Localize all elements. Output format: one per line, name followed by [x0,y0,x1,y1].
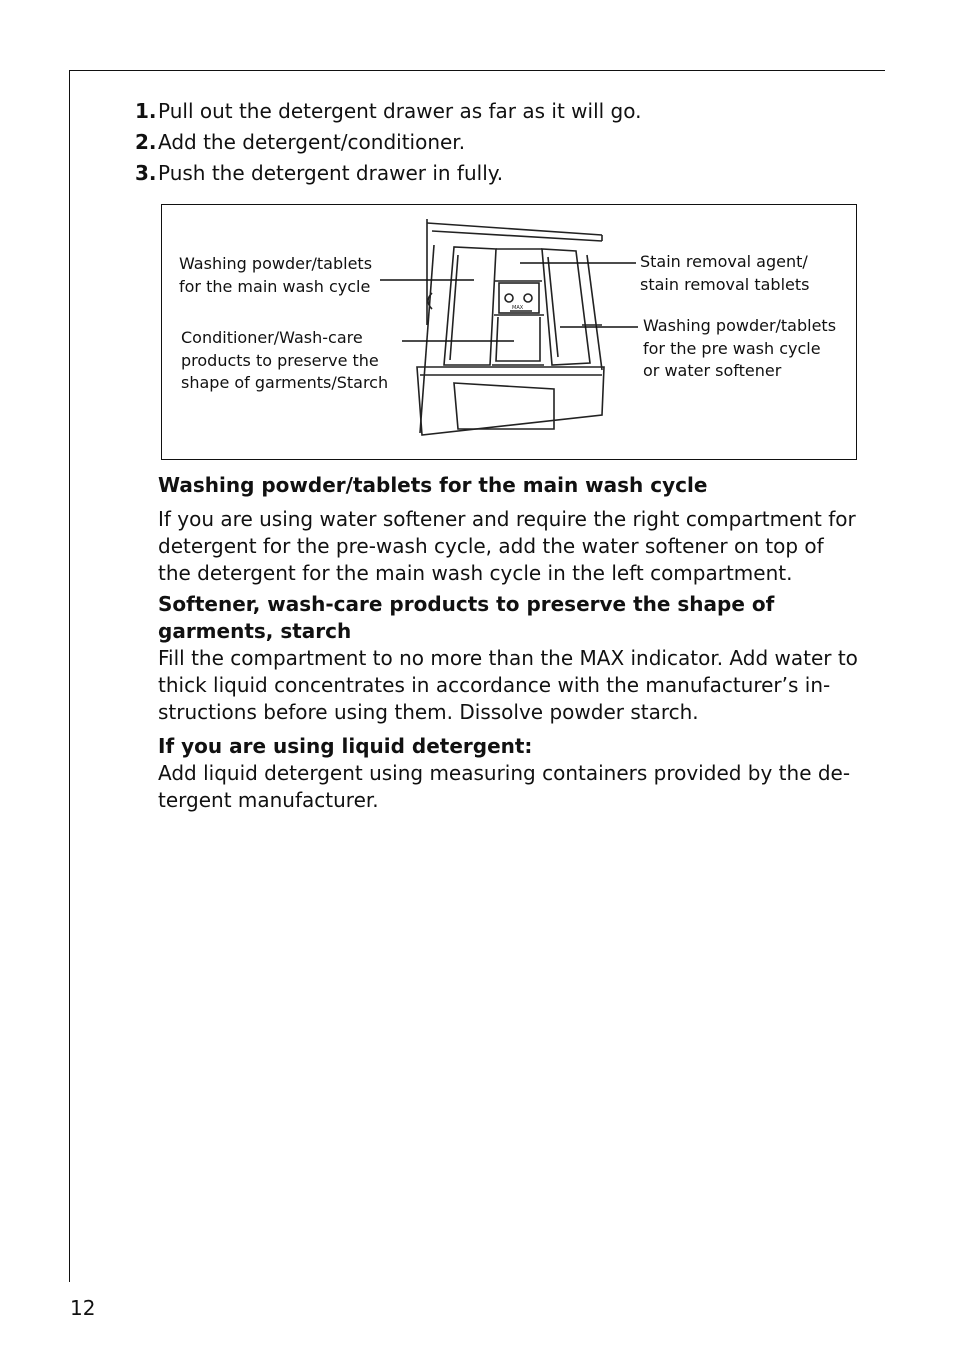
page-number: 12 [70,1296,96,1320]
section-heading: Washing powder/tablets for the main wash cycle [158,473,708,497]
step-item: 3. Push the detergent drawer in fully. [135,161,504,185]
max-marker: MAX [512,305,524,311]
label-prewash: Washing powder/tablets for the pre wash cycle or water softener [643,316,837,380]
section-text: If you are using water softener and require the right compartment for detergent for the pre-wash cycle, add the water softener on top of the detergent for the main wash cycle in the left compartment. [158,507,856,585]
section-liquid-detergent [158,733,858,821]
label-stain-removal: Stain removal agent/ stain removal tablets [640,252,810,294]
step-item: 2. Add the detergent/conditioner. [135,130,466,154]
label-main-wash: Washing powder/tablets for the main wash cycle [179,254,373,296]
label-conditioner: Conditioner/Wash-care products to preserve the shape of garments/Starch [181,328,389,392]
section-text: Add liquid detergent using measuring containers provided by the de-tergent manufacturer. [158,761,851,812]
left-rule [69,70,70,1282]
section-main-wash [158,472,858,594]
section-text: Fill the compartment to no more than the MAX indicator. Add water to thick liquid concentrates in accordance with the manufacturer’s in-structions before using them. Dissolve powder starch. [158,646,858,724]
section-heading: If you are using liquid detergent: [158,734,533,758]
top-rule [69,70,885,71]
detergent-drawer-figure [161,204,857,460]
instruction-steps [135,96,641,189]
section-heading: Softener, wash-care products to preserve the shape of garments, starch [158,592,775,643]
section-softener [158,591,858,733]
step-item: 1. Pull out the detergent drawer as far as it will go. [135,99,642,123]
